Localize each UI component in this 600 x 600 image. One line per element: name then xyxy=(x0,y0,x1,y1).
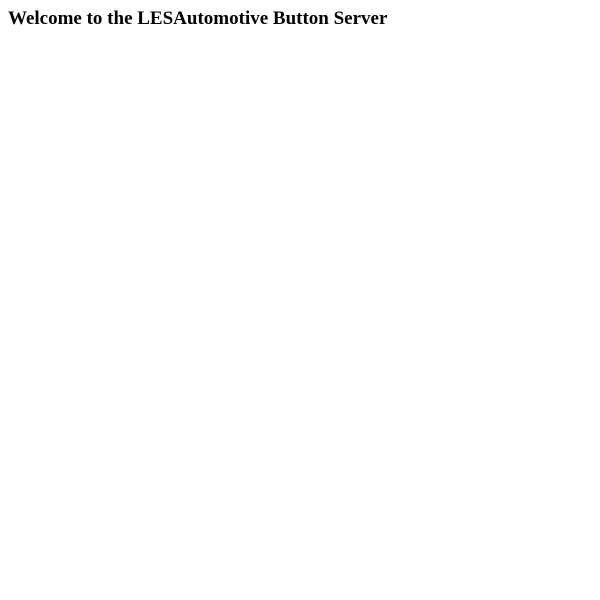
page-title: Welcome to the LESAutomotive Button Server xyxy=(8,8,388,29)
